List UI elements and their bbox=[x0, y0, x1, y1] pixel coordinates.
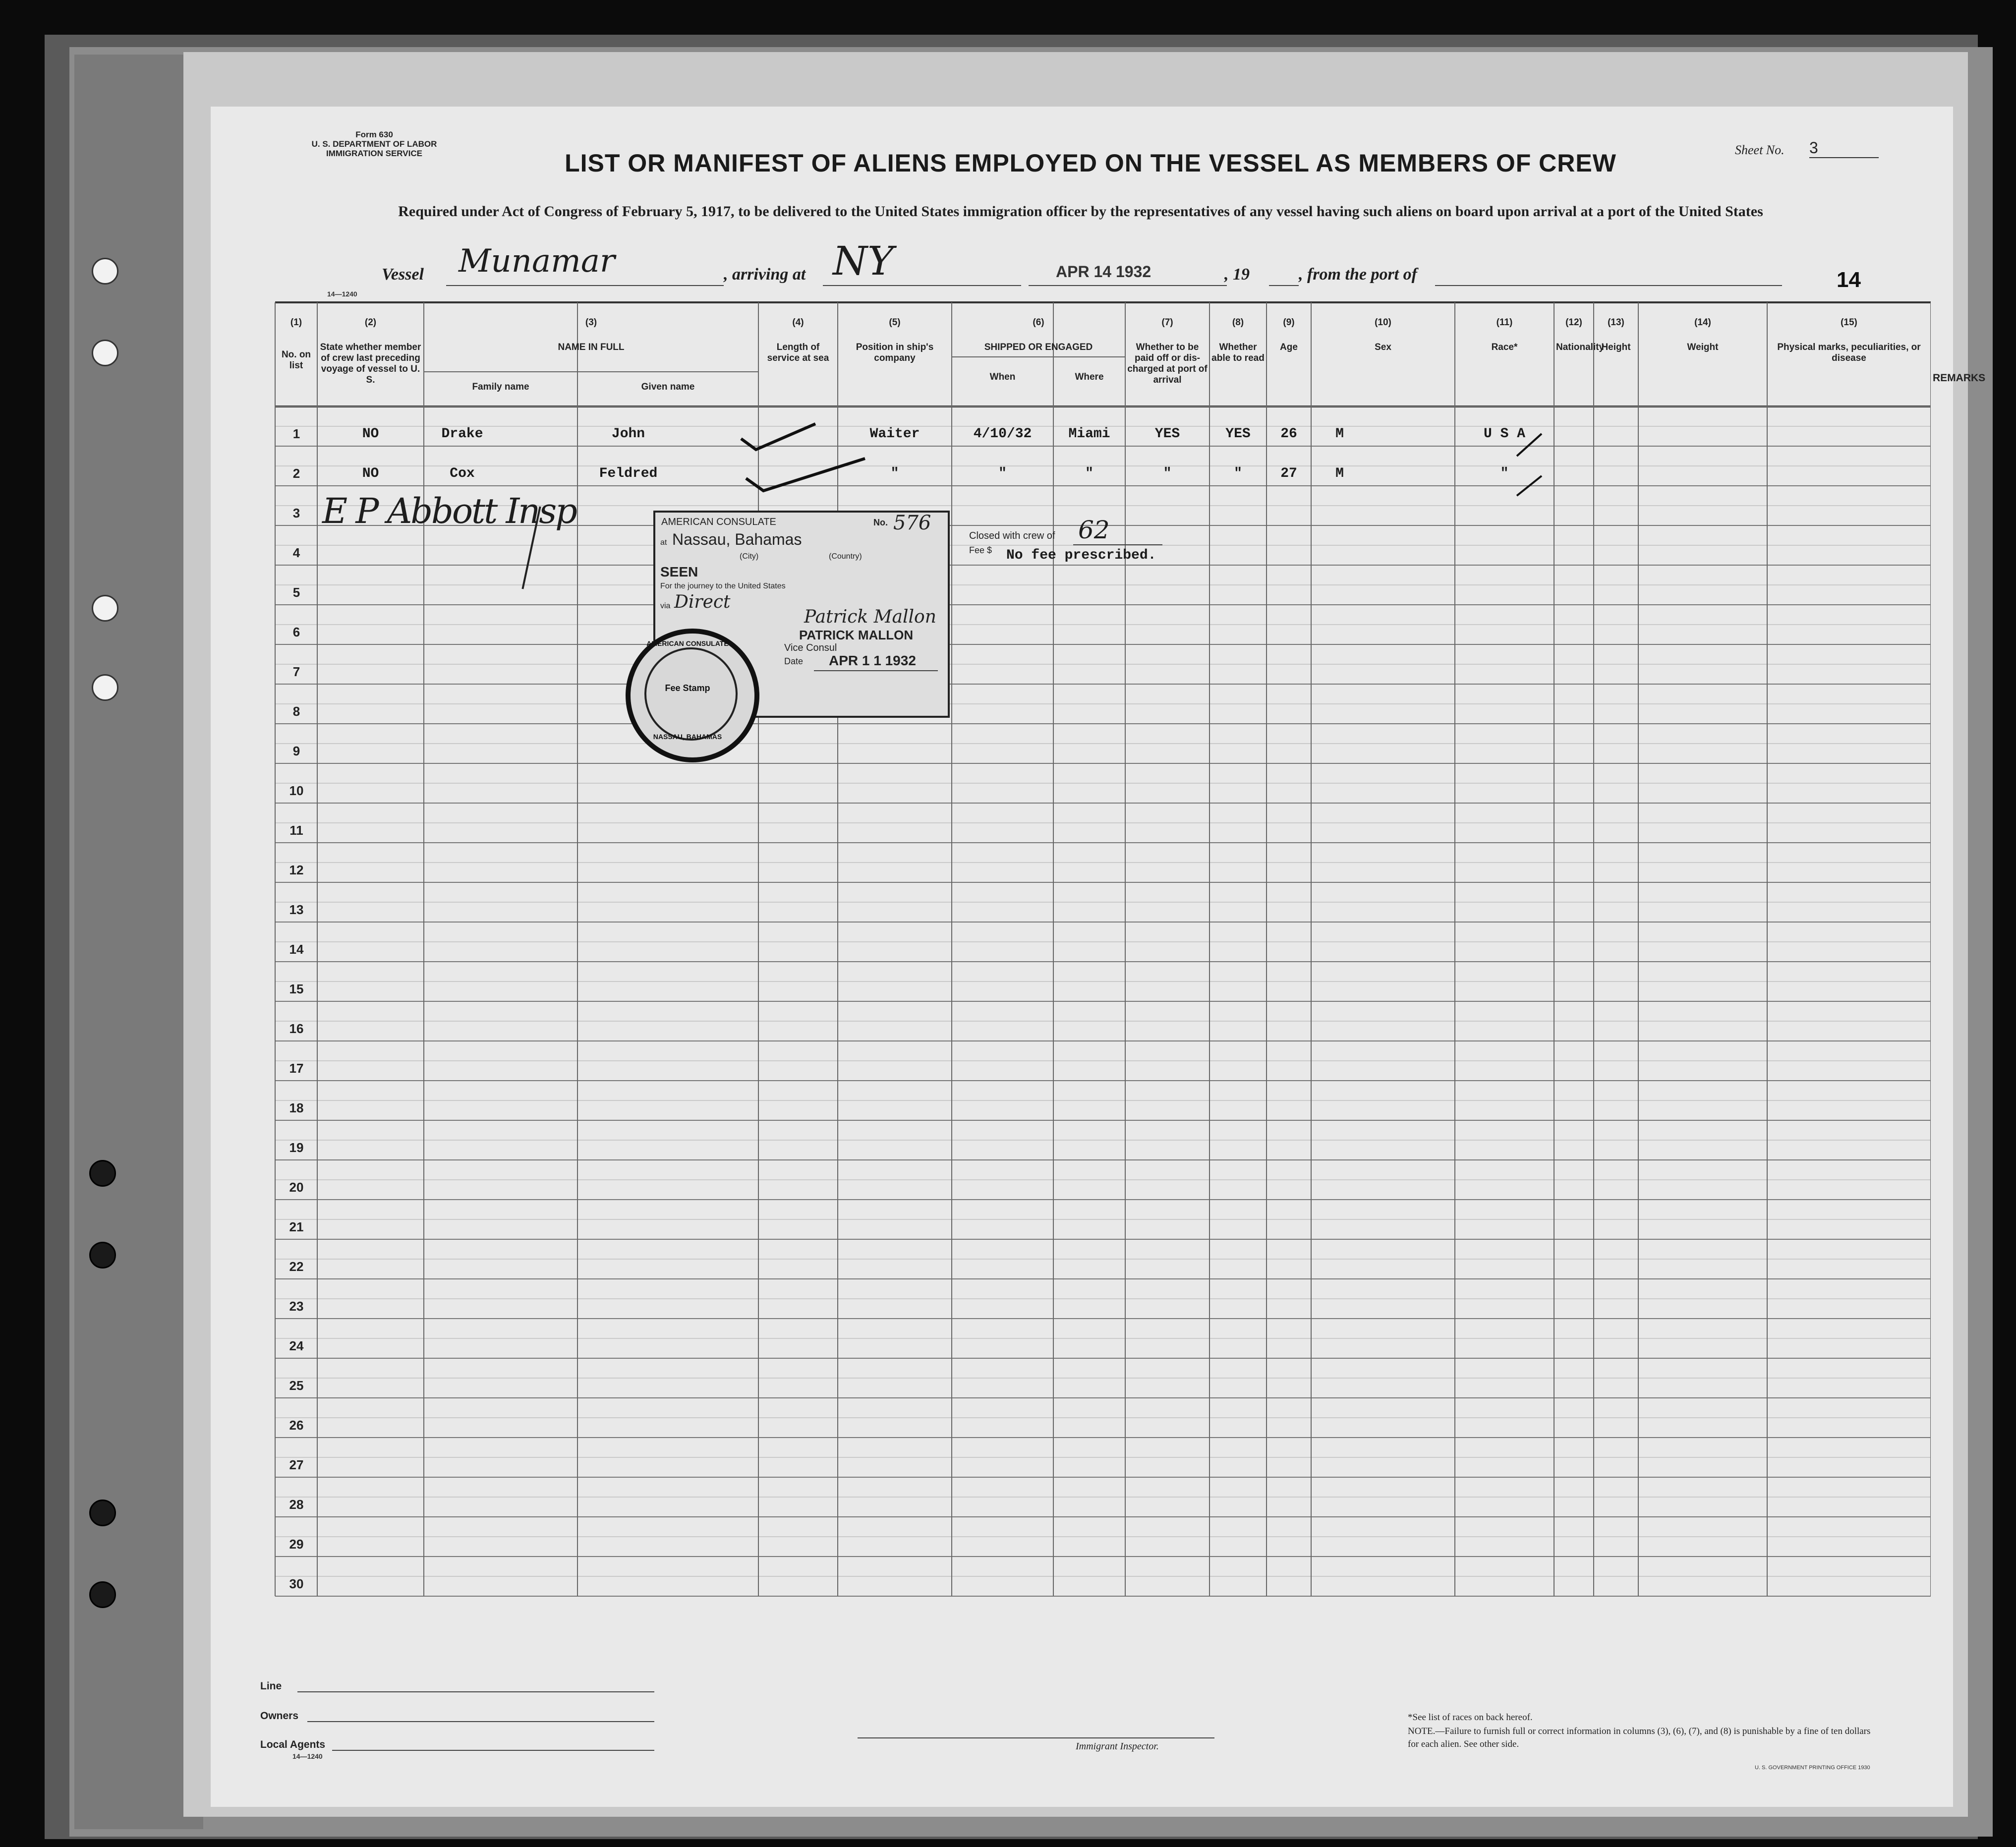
row-number: 20 bbox=[289, 1180, 304, 1195]
row-number: 2 bbox=[292, 466, 300, 481]
row-number: 19 bbox=[289, 1140, 304, 1155]
column-number: (2) bbox=[364, 317, 377, 328]
seen-label: SEEN bbox=[660, 564, 698, 579]
column-header: SHIPPED OR ENGAGED bbox=[984, 342, 1093, 352]
fee-label: Fee $ bbox=[969, 545, 992, 555]
column-header: Height bbox=[1601, 342, 1631, 352]
column-number: (3) bbox=[585, 317, 597, 328]
consul-signature: Patrick Mallon bbox=[804, 607, 936, 627]
via-label: via bbox=[660, 602, 671, 610]
row-number: 22 bbox=[289, 1259, 304, 1274]
binder-hole bbox=[92, 258, 118, 285]
cell-paid-off: " bbox=[1163, 466, 1172, 481]
city-label: (City) bbox=[740, 552, 759, 561]
via-route: Direct bbox=[674, 592, 731, 612]
row-number: 1 bbox=[292, 426, 300, 441]
department: U. S. DEPARTMENT OF LABOR bbox=[311, 139, 437, 149]
races-note: *See list of races on back hereof. bbox=[1408, 1712, 1533, 1723]
column-subheader: When bbox=[989, 372, 1016, 382]
cell-position: Waiter bbox=[869, 426, 920, 442]
line-underline bbox=[297, 1691, 654, 1692]
binder-hole bbox=[89, 1160, 116, 1187]
column-header: Length of service at sea bbox=[767, 342, 829, 363]
cell-sex: M bbox=[1335, 426, 1344, 442]
binder-hole bbox=[89, 1500, 116, 1526]
column-number: (7) bbox=[1161, 317, 1173, 328]
owners-underline bbox=[307, 1721, 654, 1722]
row-number: 15 bbox=[289, 981, 304, 996]
form-identifier bbox=[285, 130, 463, 158]
row-number: 18 bbox=[289, 1100, 304, 1115]
column-number: (10) bbox=[1375, 317, 1391, 328]
crew-count: 62 bbox=[1078, 516, 1110, 544]
cell-nationality: U S A bbox=[1483, 426, 1525, 442]
agents-label: Local Agents bbox=[260, 1739, 326, 1750]
binder-hole bbox=[92, 340, 118, 366]
year-underline bbox=[1269, 285, 1299, 286]
column-number: (14) bbox=[1694, 317, 1711, 328]
row-number: 12 bbox=[289, 863, 304, 877]
column-header: Weight bbox=[1687, 342, 1719, 352]
page-title: LIST OR MANIFEST OF ALIENS EMPLOYED ON THE VESSEL AS MEMBERS OF CREW bbox=[565, 149, 1616, 177]
consul-name: PATRICK MALLON bbox=[799, 628, 914, 642]
row-number: 25 bbox=[289, 1378, 304, 1393]
check-mark bbox=[1514, 473, 1544, 498]
column-number: (9) bbox=[1283, 317, 1295, 328]
from-port-underline bbox=[1435, 285, 1782, 286]
arriving-underline bbox=[823, 285, 1021, 286]
row-number: 24 bbox=[289, 1338, 304, 1353]
closed-label: Closed with crew of bbox=[969, 530, 1055, 541]
row-number: 8 bbox=[292, 704, 300, 719]
column-number: (6) bbox=[1033, 317, 1044, 328]
printer-imprint: U. S. GOVERNMENT PRINTING OFFICE 1930 bbox=[1755, 1765, 1870, 1771]
column-header: No. on list bbox=[281, 349, 311, 371]
column-header: REMARKS bbox=[1933, 372, 1986, 384]
column-header: Age bbox=[1280, 342, 1298, 352]
row-number: 4 bbox=[292, 545, 300, 560]
column-header: Nationality bbox=[1556, 342, 1605, 352]
row-number: 10 bbox=[289, 783, 304, 798]
column-header: Whether able to read bbox=[1211, 342, 1265, 363]
crew-count-underline bbox=[1073, 544, 1162, 545]
column-header: Whether to be paid off or dis-charged at port of arrival bbox=[1127, 342, 1208, 385]
agents-underline bbox=[332, 1750, 654, 1751]
consul-title: Vice Consul bbox=[784, 642, 837, 653]
form-number: Form 630 bbox=[355, 130, 393, 139]
arriving-label: , arriving at bbox=[724, 265, 806, 284]
owners-label: Owners bbox=[260, 1710, 299, 1722]
cell-given: John bbox=[611, 426, 645, 442]
consulate-city: Nassau, Bahamas bbox=[672, 530, 802, 548]
column-subheader: Where bbox=[1075, 372, 1104, 382]
vessel-label: Vessel bbox=[382, 265, 424, 284]
arrival-date-stamp: APR 14 1932 bbox=[1056, 263, 1152, 281]
country-label: (Country) bbox=[829, 552, 862, 561]
column-number: (1) bbox=[290, 317, 302, 328]
cell-read: " bbox=[1234, 466, 1242, 481]
cell-read: YES bbox=[1225, 426, 1251, 442]
binder-hole bbox=[89, 1242, 116, 1269]
cell-nationality: " bbox=[1500, 466, 1509, 481]
column-subheader: Given name bbox=[641, 382, 695, 392]
column-number: (12) bbox=[1565, 317, 1582, 328]
binder-hole bbox=[92, 674, 118, 701]
cell-when: 4/10/32 bbox=[973, 426, 1032, 442]
column-number: (8) bbox=[1232, 317, 1244, 328]
row-number: 5 bbox=[292, 585, 300, 600]
row-number: 27 bbox=[289, 1457, 304, 1472]
form-code-bottom: 14—1240 bbox=[292, 1752, 323, 1760]
inspector-signature: E P Abbott Insp bbox=[322, 491, 576, 531]
row-number: 14 bbox=[289, 942, 304, 957]
service: IMMIGRATION SERVICE bbox=[326, 149, 422, 158]
row-number: 7 bbox=[292, 664, 300, 679]
year-label: , 19 bbox=[1224, 265, 1250, 284]
row-number: 16 bbox=[289, 1021, 304, 1036]
cell-when: " bbox=[998, 466, 1007, 481]
cell-age: 26 bbox=[1280, 426, 1297, 442]
check-mark bbox=[739, 419, 818, 454]
row-number: 17 bbox=[289, 1061, 304, 1076]
row-number: 6 bbox=[292, 625, 300, 639]
penalty-note: NOTE.—Failure to furnish full or correct information in columns (3), (6), (7), and (8) is punishable by a fine of ten dollars for each alien. See other side. bbox=[1408, 1726, 1871, 1749]
row-number: 21 bbox=[289, 1219, 304, 1234]
consulate-header: AMERICAN CONSULATE bbox=[661, 517, 776, 527]
row-number: 13 bbox=[289, 902, 304, 917]
cell-family: Cox bbox=[450, 466, 475, 481]
row-number: 9 bbox=[292, 744, 300, 758]
from-port-label: , from the port of bbox=[1299, 265, 1417, 284]
row-number: 3 bbox=[292, 506, 300, 520]
check-mark bbox=[744, 454, 867, 493]
cell-where: Miami bbox=[1068, 426, 1110, 442]
column-header: Race* bbox=[1491, 342, 1518, 352]
column-number: (15) bbox=[1841, 317, 1857, 328]
column-number: (13) bbox=[1608, 317, 1624, 328]
binder-hole bbox=[89, 1581, 116, 1608]
binder-hole bbox=[92, 595, 118, 622]
consulate-number-label: No. bbox=[873, 518, 888, 527]
date-underline bbox=[1029, 285, 1227, 286]
cell-given: Feldred bbox=[599, 466, 658, 481]
cell-prev: NO bbox=[362, 466, 379, 481]
row-number: 26 bbox=[289, 1418, 304, 1433]
consulate-seal bbox=[626, 629, 759, 762]
row-number: 30 bbox=[289, 1576, 304, 1591]
row-number: 23 bbox=[289, 1299, 304, 1314]
stamp-date-underline bbox=[814, 670, 938, 671]
cell-paid-off: YES bbox=[1154, 426, 1180, 442]
subtitle: Required under Act of Congress of February 5, 1917, to be delivered to the United States immigration officer by the representatives of any vessel having such aliens on board upon arrival at a port of the United States bbox=[398, 203, 1763, 220]
stamp-date: APR 1 1 1932 bbox=[829, 653, 916, 668]
cell-where: " bbox=[1085, 466, 1094, 481]
fee-value: No fee prescribed. bbox=[1006, 548, 1156, 563]
sheet-number: 3 bbox=[1809, 139, 1879, 158]
row-number: 11 bbox=[289, 823, 303, 838]
vessel-underline bbox=[446, 285, 724, 286]
seal-text-mid: Fee Stamp bbox=[665, 683, 710, 693]
cell-age: 27 bbox=[1280, 466, 1297, 481]
seal-inner-ring bbox=[644, 647, 738, 741]
column-number: (4) bbox=[792, 317, 804, 328]
column-subheader: Family name bbox=[472, 382, 529, 392]
seal-text-bottom: NASSAU, BAHAMAS bbox=[653, 733, 722, 741]
seal-text-top: AMERICAN CONSULATE bbox=[646, 639, 729, 647]
cell-prev: NO bbox=[362, 426, 379, 442]
page-number: 14 bbox=[1837, 268, 1861, 292]
sheet-label: Sheet No. bbox=[1735, 143, 1785, 157]
stamp-date-label: Date bbox=[784, 656, 804, 666]
journey-text: For the journey to the United States bbox=[660, 582, 786, 590]
vessel-name: Munamar bbox=[459, 243, 615, 280]
row-number: 29 bbox=[289, 1537, 304, 1552]
inspector-underline bbox=[858, 1737, 1214, 1738]
form-code-top: 14—1240 bbox=[327, 290, 357, 298]
column-header: NAME IN FULL bbox=[558, 342, 625, 352]
column-header: Physical marks, peculiarities, or disease bbox=[1777, 342, 1921, 363]
check-mark bbox=[1514, 431, 1544, 461]
column-header: Sex bbox=[1375, 342, 1391, 352]
column-number: (11) bbox=[1496, 317, 1513, 328]
arriving-port: NY bbox=[833, 238, 894, 284]
row-number: 28 bbox=[289, 1497, 304, 1512]
line-label: Line bbox=[260, 1680, 282, 1692]
cell-position: " bbox=[890, 466, 899, 481]
column-number: (5) bbox=[889, 317, 901, 328]
cell-sex: M bbox=[1335, 466, 1344, 481]
column-header: State whether member of crew last preceding voyage of vessel to U. S. bbox=[320, 342, 421, 385]
cell-family: Drake bbox=[441, 426, 483, 442]
inspector-label: Immigrant Inspector. bbox=[1076, 1741, 1159, 1752]
consulate-number: 576 bbox=[893, 512, 931, 534]
column-header: Position in ship's company bbox=[856, 342, 934, 363]
consulate-at-label: at bbox=[660, 538, 667, 547]
